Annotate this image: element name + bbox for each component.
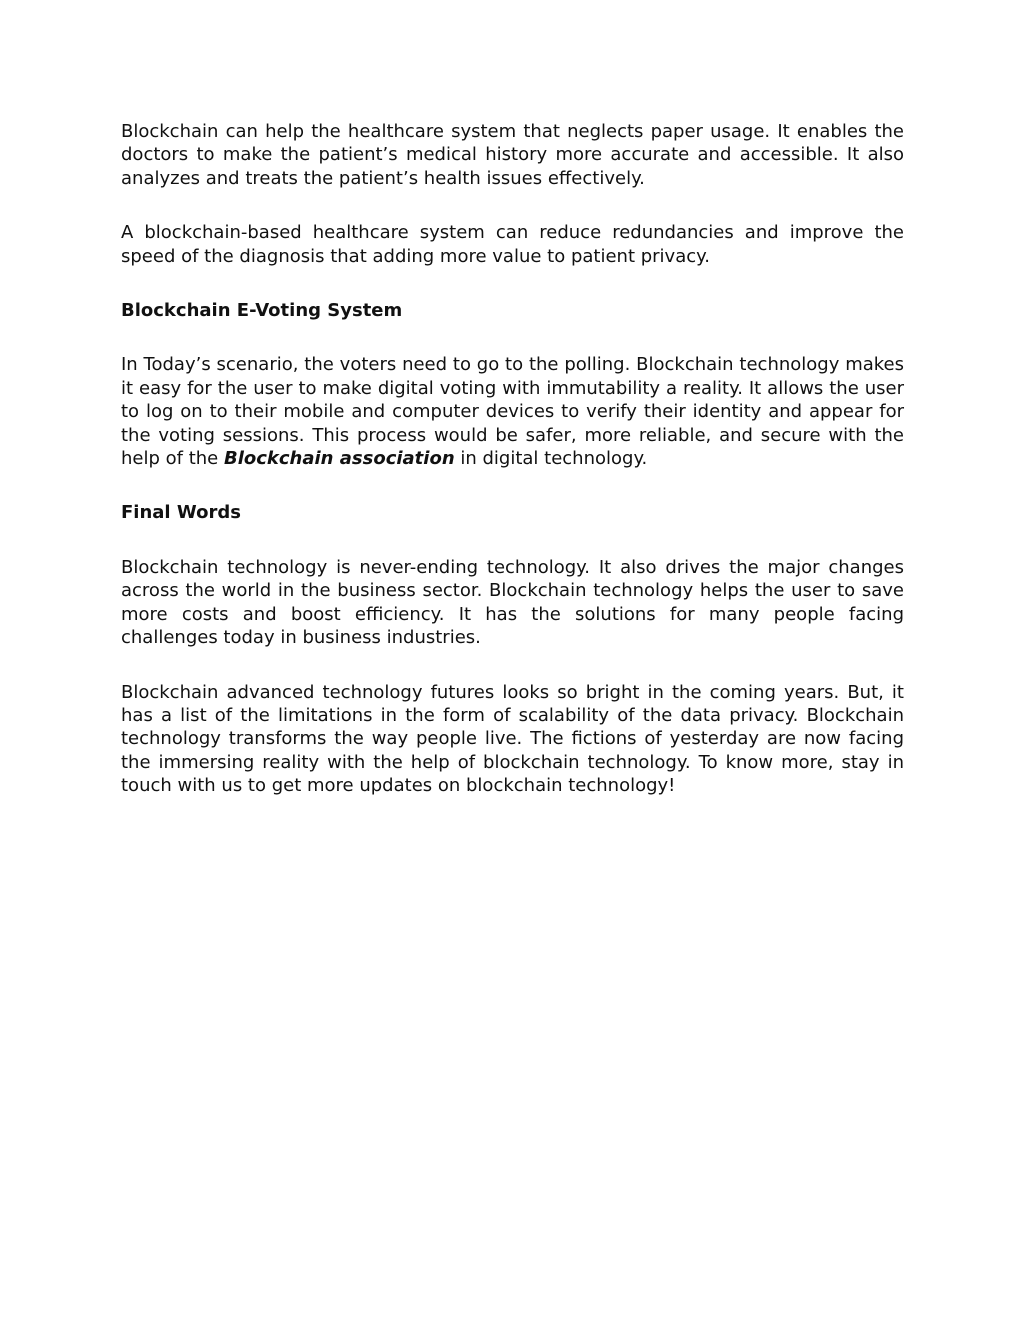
paragraph-evoting (121, 353, 904, 470)
heading-final-words: Final Words (121, 502, 241, 524)
paragraph-final-words: Blockchain technology is never-ending technology. It also drives the major changes across the world in the business sector. Blockchain technology helps the user to save more costs and boost efficiency. It has the solutions for many people facing challenges today in business industries. (121, 556, 904, 649)
paragraph-evoting-text-start: In Today’s scenario, the voters need to go to the polling. Blockchain technology makes it easy for the user to make digital voting with immutability a reality. It allows the user to log on to their mobile and computer devices to verify their identity and appear for the voting sessions. This process would be safer, more reliable, and secure with the help of the (121, 354, 904, 470)
blockchain-association-emphasis: Blockchain association (223, 448, 455, 470)
paragraph-healthcare-benefits: A blockchain-based healthcare system can reduce redundancies and improve the speed of the diagnosis that adding more value to patient privacy. (121, 222, 904, 267)
paragraph-healthcare-intro: Blockchain can help the healthcare system that neglects paper usage. It enables the doctors to make the patient’s medical history more accurate and accessible. It also analyzes and treats the patient’s health issues effectively. (121, 121, 904, 189)
paragraph-future-outlook: Blockchain advanced technology futures looks so bright in the coming years. But, it has a list of the limitations in the form of scalability of the data privacy. Blockchain technology transforms the way people live. The fictions of yesterday are now facing the immersing reality with the help of blockchain technology. To know more, stay in touch with us to get more updates on blockchain technology! (121, 681, 904, 797)
heading-evoting: Blockchain E-Voting System (121, 300, 403, 322)
paragraph-evoting-text-end: in digital technology. (454, 448, 648, 470)
document-body (121, 120, 904, 829)
